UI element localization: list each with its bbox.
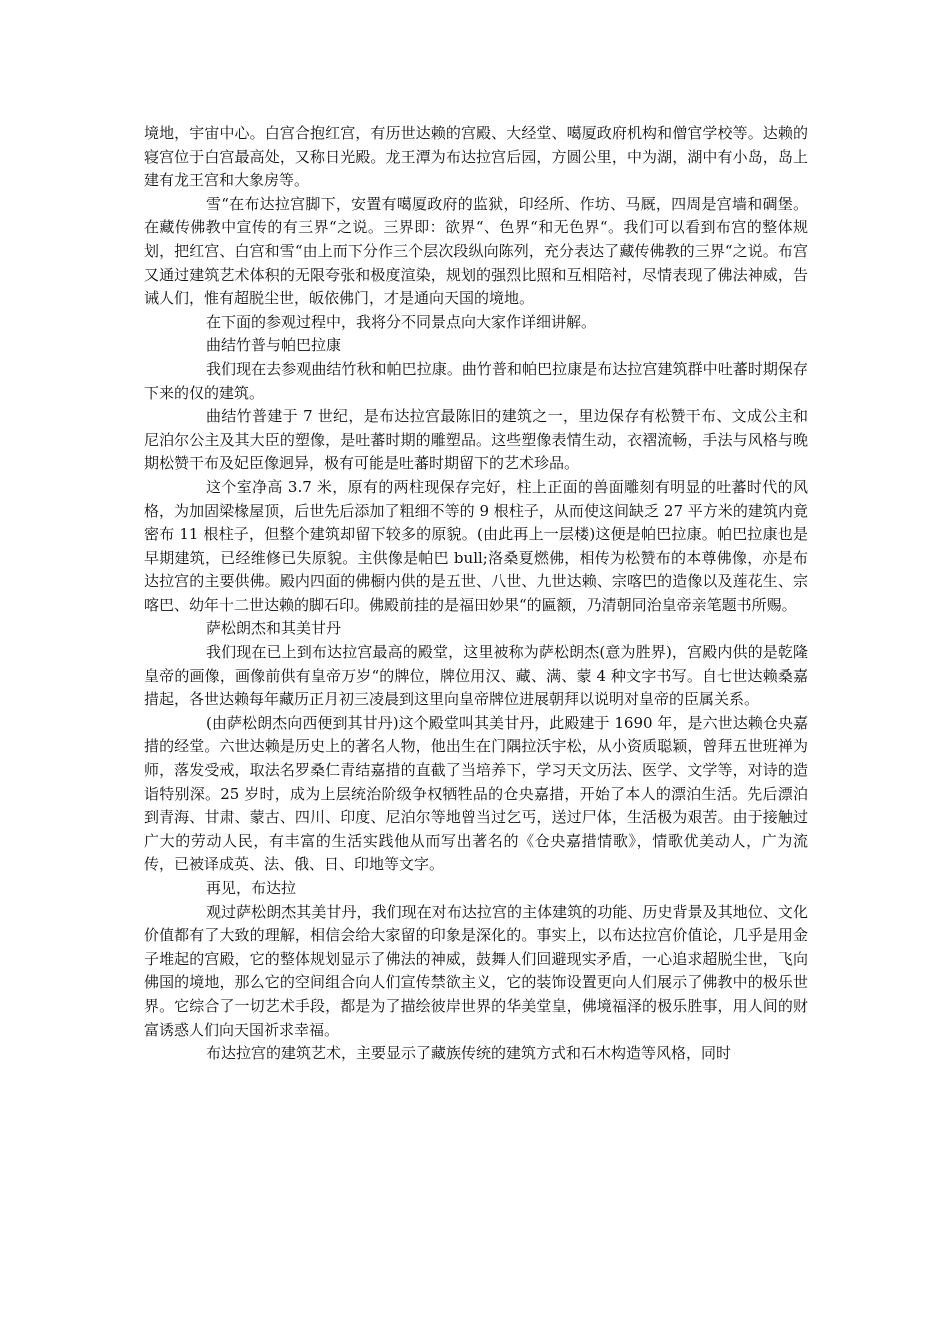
paragraph: 布达拉宫的建筑艺术，主要显示了藏族传统的建筑方式和石木构造等风格，同时 [206, 1044, 732, 1063]
paragraph: 这个室净高 3.7 米，原有的两柱现保存完好，柱上正面的兽面雕刻有明显的吐蕃时代的风格，为加固梁椽屋顶，后世先后添加了粗细不等的 9 根柱子，从而使这间缺乏 27 平方米的建筑内竟密布 11 根柱子，但整个建筑却留下较多的原貌。(由此再上一层楼)这便是帕巴拉康。帕巴拉康也是早期建筑，已经维修已失原貌。主供像是帕巴 bull;洛桑夏燃佛，相传为松赞布的本尊佛像，亦是布达拉宫的主要供佛。殿内四面的佛橱内供的是五世、八世、九世达赖、宗喀巴的造像以及莲花生、宗喀巴、幼年十二世达赖的脚石印。佛殿前挂的是福田妙果“的匾额，乃清朝同治皇帝亲笔题书所赐。 [144, 477, 808, 614]
paragraph: 雪“在布达拉宫脚下，安置有噶厦政府的监狱，印经所、作坊、马厩，四周是宫墙和碉堡。在藏传佛教中宣传的有三界“之说。三界即：欲界“、色界“和无色界“。我们可以看到布宫的整体规划，把红宫、白宫和雪“由上而下分作三个层次段纵向陈列，充分表达了藏传佛教的三界“之说。布宫又通过建筑艺术体积的无限夸张和极度渲染，规划的强烈比照和互相陪衬，尽情表现了佛法神威，告诫人们，惟有超脱尘世，皈依佛门，才是通向天国的境地。 [144, 194, 808, 308]
paragraph: 曲结竹普建于 7 世纪，是布达拉宫最陈旧的建筑之一，里边保存有松赞干布、文成公主和尼泊尔公主及其大臣的塑像，是吐蕃时期的雕塑品。这些塑像表情生动，衣褶流畅，手法与风格与晚期松赞干布及妃臣像迥异，极有可能是吐蕃时期留下的艺术珍品。 [144, 407, 808, 473]
document-page [144, 122, 808, 1066]
section-heading: 曲结竹普与帕巴拉康 [206, 336, 342, 355]
paragraph: 观过萨松朗杰其美甘丹，我们现在对布达拉宫的主体建筑的功能、历史背景及其地位、文化价值都有了大致的理解，相信会给大家留的印象是深化的。事实上，以布达拉宫价值论，几乎是用金子堆起的宫殿，它的整体规划显示了佛法的神威，鼓舞人们回避现实矛盾，一心追求超脱尘世，飞向佛国的境地，那么它的空间组合向人们宣传禁欲主义，它的装饰设置更向人们展示了佛教中的极乐世界。它综合了一切艺术手段，都是为了描绘彼岸世界的华美堂皇，佛境福泽的极乐胜事，用人间的财富诱惑人们向天国祈求幸福。 [144, 902, 808, 1039]
paragraph: 境地，宇宙中心。白宫合抱红宫，有历世达赖的宫殿、大经堂、噶厦政府机构和僧官学校等。达赖的寝宫位于白宫最高处，又称日光殿。龙王潭为布达拉宫后园，方圆公里，中为湖，湖中有小岛，岛上建有龙王宫和大象房等。 [144, 124, 808, 190]
paragraph: 我们现在去参观曲结竹秋和帕巴拉康。曲竹普和帕巴拉康是布达拉宫建筑群中吐蕃时期保存下来的仅的建筑。 [144, 359, 808, 402]
paragraph: 在下面的参观过程中，我将分不同景点向大家作详细讲解。 [206, 312, 597, 331]
paragraph: (由萨松朗杰向西便到其甘丹)这个殿堂叫其美甘丹，此殿建于 1690 年，是六世达赖仓央嘉措的经堂。六世达赖是历史上的著名人物，他出生在门隅拉沃宇松，从小资质聪颖，曾拜五世班禅为师，落发受戒，取法名罗桑仁青结嘉措的直截了当培养下，学习天文历法、医学、文学等，对诗的造诣特别深。25 岁时，成为上层统治阶级争权牺牲品的仓央嘉措，开始了本人的漂泊生活。先后漂泊到青海、甘肃、蒙古、四川、印度、尼泊尔等地曾当过乞丐，送过尸体，生活极为艰苦。由于接触过广大的劳动人民，有丰富的生活实践他从而写出著名的《仓央嘉措情歌》，情歌优美动人，广为流传，已被译成英、法、俄、日、印地等文字。 [144, 713, 808, 874]
section-heading: 萨松朗杰和其美甘丹 [206, 619, 342, 638]
paragraph: 我们现在已上到布达拉宫最高的殿堂，这里被称为萨松朗杰(意为胜界)，宫殿内供的是乾隆皇帝的画像，画像前供有皇帝万岁“的牌位，牌位用汉、藏、满、蒙 4 种文字书写。自七世达赖桑嘉措起，各世达赖每年藏历正月初三凌晨到这里向皇帝牌位进展朝拜以说明对皇帝的臣属关系。 [144, 643, 808, 709]
section-heading: 再见，布达拉 [206, 879, 297, 897]
